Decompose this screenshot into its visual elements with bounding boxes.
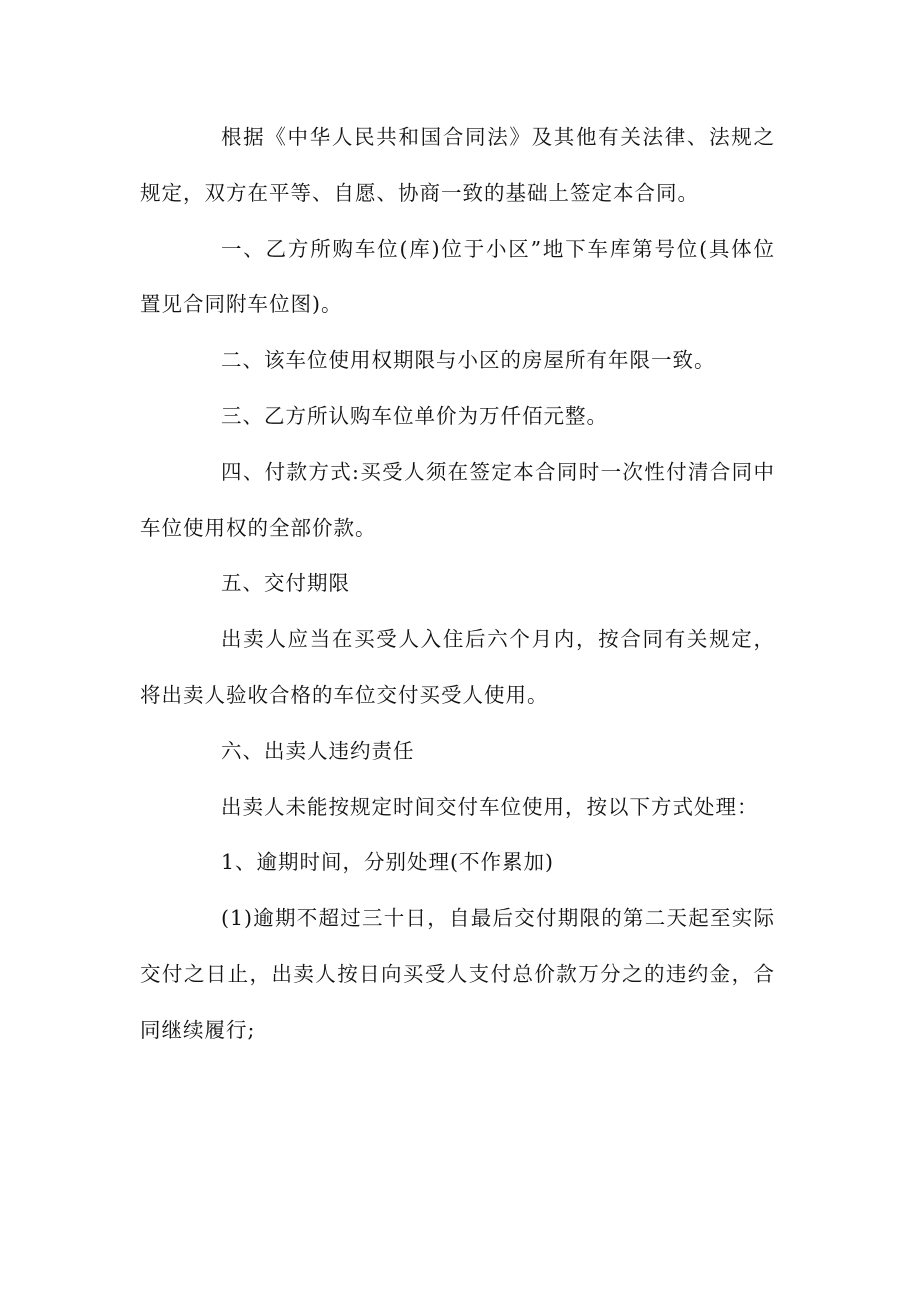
paragraph-delivery-terms: 出卖人应当在买受人入住后六个月内，按合同有关规定，将出卖人验收合格的车位交付买受人使用。 (140, 627, 775, 707)
paragraph-clause-4-payment: 四、付款方式:买受人须在签定本合同时一次性付清合同中车位使用权的全部价款。 (140, 459, 775, 540)
paragraph-breach-handling: 出卖人未能按规定时间交付车位使用，按以下方式处理： (221, 794, 759, 819)
paragraph-breach-item-1: 1、逾期时间，分别处理(不作累加) (221, 850, 555, 875)
paragraph-clause-6-heading: 六、出卖人违约责任 (221, 738, 415, 763)
document-body (140, 110, 775, 1059)
paragraph-clause-2-term: 二、该车位使用权期限与小区的房屋所有年限一致。 (221, 348, 716, 373)
paragraph-breach-subitem-1: (1)逾期不超过三十日，自最后交付期限的第二天起至实际交付之日止，出卖人按日向买受人支付总价款万分之的违约金，合同继续履行; (140, 906, 775, 1042)
paragraph-clause-1-location: 一、乙方所购车位(库)位于小区”地下车库第号位(具体位置见合同附车位图)。 (140, 236, 775, 317)
paragraph-clause-3-price: 三、乙方所认购车位单价为万仟佰元整。 (221, 403, 608, 428)
paragraph-clause-5-heading: 五、交付期限 (221, 571, 350, 596)
paragraph-legal-basis: 根据《中华人民共和国合同法》及其他有关法律、法规之规定，双方在平等、自愿、协商一致的基础上签定本合同。 (140, 125, 775, 205)
